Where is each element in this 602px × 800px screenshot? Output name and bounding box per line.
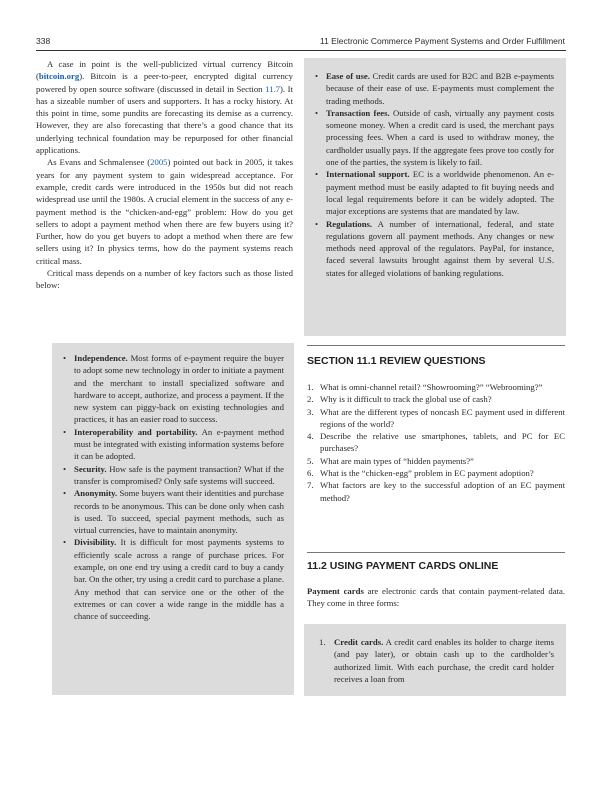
factor-international-support: • International support. EC is a worldwide phenomenon. An e-payment method must be easily adapted to fit buying needs and local legal requirements before it can be widely adopted. The major exceptions are systems that are mandated by law. <box>315 169 555 217</box>
factor-interoperability: • Interoperability and portability. An e-payment method must be integrated with existing information systems before it can be adopted. <box>63 426 284 462</box>
section-11-7-link[interactable]: 11.7 <box>265 83 281 94</box>
page-number: 338 <box>36 36 51 46</box>
factor-anonymity: • Anonymity. Some buyers want their identities and purchase records to be anonymous. This can be done only when cash is used. To succeed, special payment methods, such as virtual currencies, have to maintain anonymity. <box>63 488 284 536</box>
review-question: 6. What is the “chicken-egg” problem in EC payment adoption? <box>307 468 534 479</box>
paragraph-bitcoin: A case in point is the well-publicized virtual currency Bitcoin (bitcoin.org). Bitcoin is a peer-to-peer, encrypted digital currency powered by open source software (discussed in detail in Section 11.7). It has a sizeable number of users and supporters. It has a rocky history. At this point in time, some pundits are forecasting its demise as a currency. However, they are also forecasting that there’s a good chance that its underlying technical foundation may be repurposed for other financial applications. <box>36 59 293 156</box>
review-question: 5. What are main types of “hidden payments?” <box>307 455 474 466</box>
review-question: 1. What is omni-channel retail? “Showrooming?” “Webrooming?” <box>307 382 543 392</box>
review-questions-list <box>307 381 565 504</box>
factors-box-right <box>304 58 566 336</box>
bitcoin-link[interactable]: bitcoin.org <box>38 71 80 82</box>
factor-regulations: • Regulations. A number of international, federal, and state regulations govern all payment methods. Any changes or new methods need approval of the regulators. PayPal, for instance, faced several lawsuits brought against them by several U.S. states for alleged violations of banking regulations. <box>315 218 554 278</box>
card-type-credit: 1. Credit cards. A credit card enables its holder to charge items (and pay later), or obtain cash up to the cardholder’s authorized limit. With each purchase, the credit card holder receives a loan from <box>319 637 554 684</box>
factor-ease-of-use: • Ease of use. Credit cards are used for B2C and B2B e-payments because of their ease of use. E-payments must complement the trading methods. <box>315 71 555 106</box>
factor-transaction-fees: • Transaction fees. Outside of cash, virtually any payment costs someone money. When a credit card is used, the merchant pays processing fees. When a card is used to withdraw money, the cardholder usually pays. If the aggregate fees prove too costly for one of the parties, the system is likely to fail. <box>315 107 555 168</box>
citation-2005-link[interactable]: 2005 <box>150 157 168 168</box>
section-rule <box>307 552 565 553</box>
paragraph-critical-mass: Critical mass depends on a number of key factors such as those listed below: <box>36 268 293 291</box>
factor-security: • Security. How safe is the payment transaction? What if the transfer is compromised? Only safe systems will succeed. <box>63 463 284 486</box>
factor-divisibility: • Divisibility. It is difficult for most payments systems to efficiently scale across a range of purchase prices. For example, on one end try using a credit card to buy a candy bar. On the other, try using a credit card to purchase a plane. Any method that can service one or the other of the extremes or can cover a wide range in the middle has a chance of succeeding. <box>63 537 284 622</box>
payment-card-types-box <box>304 624 566 696</box>
review-question: 3. What are the different types of noncash EC payment used in different regions of the world? <box>307 406 565 429</box>
review-question: 2. Why is it difficult to track the global use of cash? <box>307 394 492 405</box>
payment-cards-intro: Payment cards are electronic cards that contain payment-related data. They come in three forms: <box>307 586 565 609</box>
review-questions-heading: SECTION 11.1 REVIEW QUESTIONS <box>307 355 486 367</box>
factors-box-left <box>52 343 294 695</box>
header-rule <box>36 50 566 51</box>
review-question: 4. Describe the relative use smartphones, tablets, and PC for EC purchases? <box>307 431 565 454</box>
review-question: 7. What factors are key to the successful adoption of an EC payment method? <box>307 480 565 503</box>
running-head: 11 Electronic Commerce Payment Systems and Order Fulfillment <box>319 36 565 46</box>
paragraph-evans: As Evans and Schmalensee (2005) pointed out back in 2005, it takes years for any payment system to gain widespread acceptance. For example, credit cards were introduced in the 1950s but did not reach widespread use until the 1980s. A crucial element in the success of any e-payment method is the “chicken-and-egg” problem: How do you get sellers to adopt a payment method when there are few buyers using it? Further, how do you get buyers to adopt a method when there are few sellers using it? In physics terms, how do the payment systems reach critical mass. <box>36 157 293 266</box>
factors-list-right <box>304 58 566 279</box>
factors-list-left <box>52 343 294 623</box>
left-column-text <box>36 58 293 292</box>
payment-card-types-list <box>304 624 566 685</box>
review-rule <box>307 345 565 346</box>
section-11-2-heading: 11.2 USING PAYMENT CARDS ONLINE <box>307 560 499 572</box>
factor-independence: • Independence. Most forms of e-payment require the buyer to adopt some new technology in order to initiate a payment and the merchant to install specialized software and hardware to accept, authorize, and process a payment. If the new system can piggy-back on existing technologies and practices, it has an easier road to success. <box>63 353 284 425</box>
